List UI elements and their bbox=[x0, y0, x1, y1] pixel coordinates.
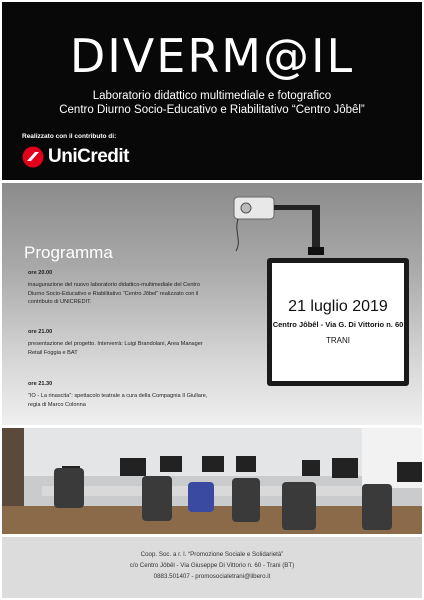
event-venue: Centro Jôbêl - Via G. Di Vittorio n. 60 bbox=[272, 320, 404, 329]
program-desc-1: inaugurazione del nuovo laboratorio didattico-multimediale del Centro Diurno Socio-Educativo e Riabilitativo “Centro Jôbel” realizzato con il contributo di UNICREDIT. bbox=[28, 282, 200, 305]
program-desc-2: presentazione del progetto. Interverrà: Luigi Brandolani, Area Manager Retail Foggia e BAT bbox=[28, 341, 203, 356]
program-desc-3: “IO - La rinascita”: spettacolo teatrale a cura della Compagnia Il Giullare, regia di Marco Colonna bbox=[28, 393, 208, 408]
classroom-photo bbox=[2, 428, 422, 534]
event-title: DIVERM@IL bbox=[69, 29, 355, 83]
contributor-label: Realizzato con il contributo di: bbox=[22, 133, 117, 140]
projector-icon bbox=[224, 191, 339, 261]
sponsor-name: UniCredit bbox=[48, 146, 129, 167]
footer-address: c/o Centro Jôbêl - Via Giuseppe Di Vittorio n. 60 - Trani (BT) bbox=[129, 562, 295, 569]
subtitle-line-2: Centro Diurno Socio-Educativo e Riabilitativo “Centro Jôbêl” bbox=[59, 104, 365, 116]
footer-organization: Coop. Soc. a r. l. “Promozione Sociale e Solidarietà” bbox=[140, 551, 284, 558]
footer bbox=[2, 537, 422, 598]
header-panel bbox=[2, 2, 422, 180]
event-date: 21 luglio 2019 bbox=[288, 298, 388, 315]
footer-contact: 0883.501407 - promosocialetrani@libero.it bbox=[153, 573, 271, 580]
program-time-1: ore 20.00 bbox=[28, 270, 53, 276]
unicredit-emblem-icon bbox=[22, 146, 44, 168]
program-time-3: ore 21.30 bbox=[28, 381, 53, 387]
program-time-2: ore 21.00 bbox=[28, 329, 53, 335]
unicredit-logo bbox=[22, 145, 129, 169]
event-city: TRANI bbox=[326, 336, 350, 345]
subtitle-line-1: Laboratorio didattico multimediale e fotografico bbox=[92, 90, 332, 102]
program-section bbox=[2, 183, 422, 425]
program-heading: Programma bbox=[24, 243, 113, 262]
computer-lab-illustration bbox=[2, 428, 422, 534]
whiteboard bbox=[272, 263, 404, 381]
